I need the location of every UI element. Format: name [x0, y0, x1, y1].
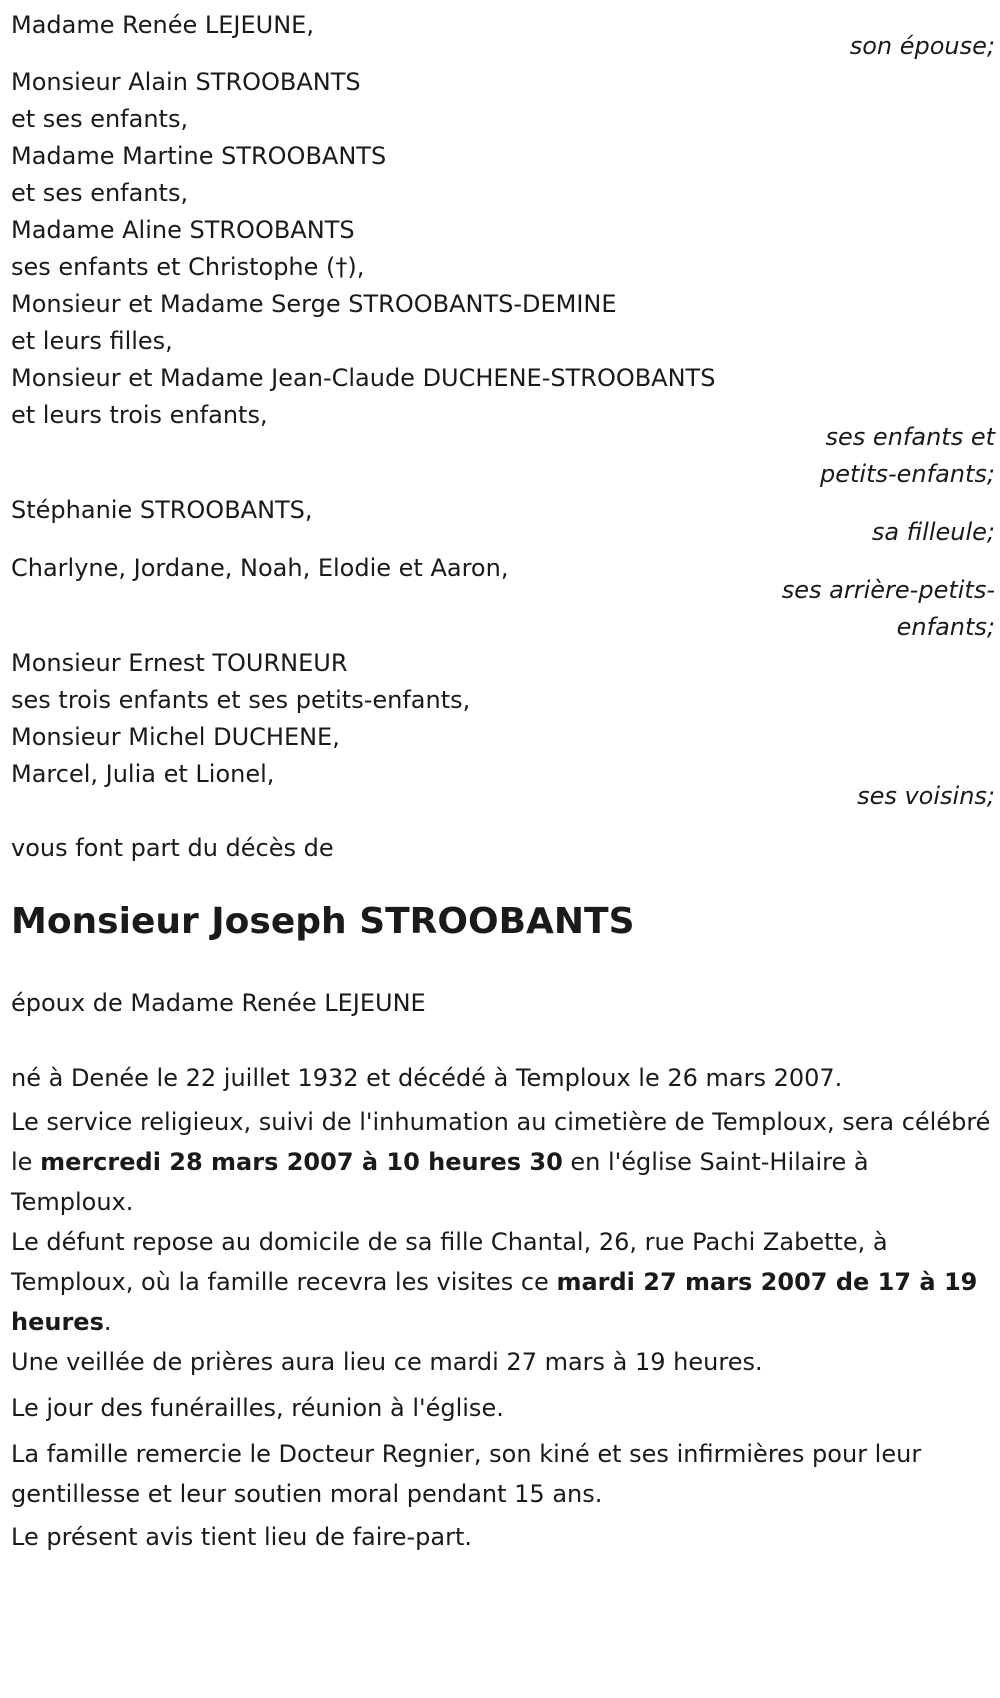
family-line: et leurs filles, — [11, 327, 173, 355]
family-role: enfants; — [896, 613, 995, 641]
closing-text: Le présent avis tient lieu de faire-part. — [11, 1523, 473, 1551]
family-line: Madame Renée LEJEUNE, — [11, 11, 314, 39]
funeral-day-text: Le jour des funérailles, réunion à l'église. — [11, 1394, 504, 1422]
family-line: Monsieur Alain STROOBANTS — [11, 68, 361, 96]
visit-paragraph — [11, 1222, 991, 1342]
family-role: petits-enfants; — [820, 460, 995, 488]
birth-death-text: né à Denée le 22 juillet 1932 et décédé à Temploux le 26 mars 2007. — [11, 1064, 843, 1092]
service-paragraph — [11, 1102, 991, 1222]
family-role: ses voisins; — [857, 782, 995, 810]
visit-date: mardi 27 mars 2007 de 17 à 19 heures — [11, 1268, 978, 1336]
family-line: Monsieur et Madame Jean-Claude DUCHENE-STROOBANTS — [11, 364, 716, 392]
family-line: Monsieur Michel DUCHENE, — [11, 723, 340, 751]
family-role: ses enfants et — [825, 423, 995, 451]
deceased-name: Monsieur Joseph STROOBANTS — [11, 901, 635, 942]
family-line: Monsieur et Madame Serge STROOBANTS-DEMINE — [11, 290, 617, 318]
thanks-paragraph: La famille remercie le Docteur Regnier, son kiné et ses infirmières pour leur gentillesse et leur soutien moral pendant 15 ans. — [11, 1440, 922, 1508]
visit-text: Le défunt repose au domicile de sa fille Chantal, 26, rue Pachi Zabette, à Temploux, où la famille recevra les visites ce — [11, 1228, 888, 1296]
family-line: et leurs trois enfants, — [11, 401, 268, 429]
service-date: mercredi 28 mars 2007 à 10 heures 30 — [40, 1148, 563, 1176]
family-role: sa filleule; — [871, 518, 995, 546]
family-line: ses trois enfants et ses petits-enfants, — [11, 686, 471, 714]
family-line: ses enfants et Christophe (†), — [11, 253, 365, 281]
service-text: Le service religieux, suivi de l'inhumation au cimetière de Temploux, sera célébré le — [11, 1108, 991, 1176]
family-line: Monsieur Ernest TOURNEUR — [11, 649, 348, 677]
family-role: son épouse; — [849, 32, 995, 60]
family-line: Madame Martine STROOBANTS — [11, 142, 387, 170]
vigil-text: Une veillée de prières aura lieu ce mardi 27 mars à 19 heures. — [11, 1348, 763, 1376]
family-line: Stéphanie STROOBANTS, — [11, 496, 313, 524]
spouse-line: époux de Madame Renée LEJEUNE — [11, 989, 426, 1017]
family-line: Charlyne, Jordane, Noah, Elodie et Aaron, — [11, 554, 509, 582]
announcement-intro: vous font part du décès de — [11, 834, 334, 862]
family-line: Madame Aline STROOBANTS — [11, 216, 355, 244]
visit-text-end: . — [103, 1308, 112, 1336]
family-line: et ses enfants, — [11, 179, 189, 207]
family-line: Marcel, Julia et Lionel, — [11, 760, 275, 788]
family-line: et ses enfants, — [11, 105, 189, 133]
service-text-end: en l'église Saint-Hilaire à Temploux. — [11, 1148, 869, 1216]
family-role: ses arrière-petits- — [781, 576, 995, 604]
